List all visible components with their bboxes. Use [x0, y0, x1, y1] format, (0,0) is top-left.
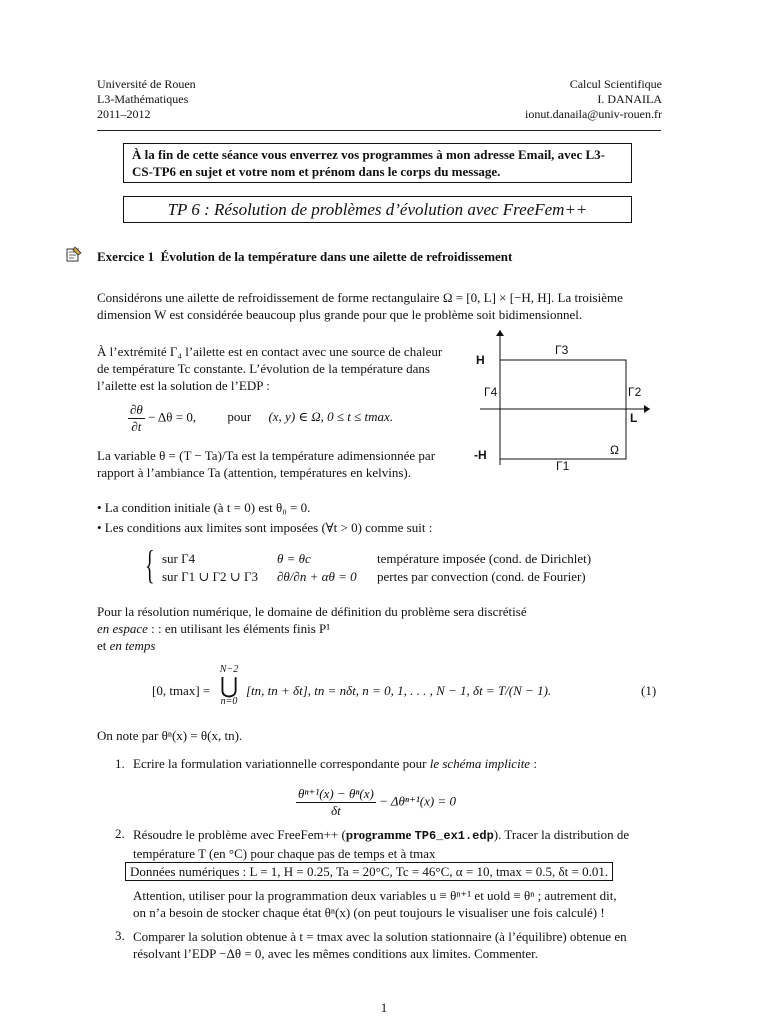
scheme-numerator: θⁿ⁺¹(x) − θⁿ(x) [298, 786, 374, 801]
task-2-note-line: on n’a besoin de stocker chaque état θⁿ(x) (on peut toujours le visualiser une fois calculé) ! [133, 905, 605, 920]
intro-line: de température Tc constante. L’évolution de la température dans [97, 361, 430, 376]
implicit-scheme-equation [296, 786, 456, 819]
task-2-line [133, 826, 663, 845]
discret-line [97, 637, 661, 654]
header-left [97, 77, 196, 122]
header-right [525, 77, 662, 122]
label-L: L [630, 411, 638, 425]
condition-where: sur Γ4 [162, 551, 196, 566]
task-1-emphasis: le schéma implicite [429, 756, 531, 771]
task-2-line: température T (en °C) pour chaque pas de temps et à tmax [133, 846, 436, 861]
task-2-number: 2. [115, 826, 125, 841]
edp-numerator: ∂θ [130, 402, 143, 417]
discret-line: Pour la résolution numérique, le domaine de définition du problème sera discrétisé [97, 604, 527, 619]
union-symbol: ⋃ [219, 673, 239, 698]
notation-line: On note par θⁿ(x) = θ(x, tn). [97, 728, 243, 743]
time-equation-left: [0, tmax] = [152, 683, 211, 698]
discret-time-label: en temps [109, 638, 156, 653]
task-2-note-line: Attention, utiliser pour la programmation deux variables u ≡ θⁿ⁺¹ et uold ≡ θⁿ ; autrement dit, [133, 888, 617, 903]
task-1-text [133, 756, 537, 772]
header-email: ionut.danaila@univ-rouen.fr [524, 107, 662, 121]
condition-equation: ∂θ/∂n + αθ = 0 [277, 569, 357, 584]
task-2-post: ). Tracer la distribution de [493, 827, 630, 842]
notice-box: À la fin de cette séance vous enverrez vos programmes à mon adresse Email, avec L3-CS-TP6 en sujet et votre nom et prénom dans le corps du message. [123, 143, 632, 183]
label-H: H [476, 353, 485, 367]
bullet-boundary-conditions: • Les conditions aux limites sont imposées (∀t > 0) comme suit : [97, 520, 433, 535]
condition-where: sur Γ1 ∪ Γ2 ∪ Γ3 [162, 569, 258, 584]
condition-description: température imposée (cond. de Dirichlet) [377, 551, 592, 566]
union-operator [216, 664, 242, 708]
page-title: TP 6 : Résolution de problèmes d’évolution avec FreeFem++ [123, 196, 632, 223]
exercise-label: Exercice 1 [97, 249, 155, 264]
intro-paragraph-1 [97, 289, 661, 323]
task-2-bold: programme [345, 827, 415, 842]
bullet-list [97, 499, 661, 536]
brace-symbol: { [145, 542, 155, 587]
exercise-heading [97, 249, 512, 265]
discret-space-label: en espace [97, 621, 148, 636]
edp-denominator: ∂t [131, 419, 142, 434]
intro-paragraph-2 [97, 343, 467, 394]
discret-line [97, 620, 661, 637]
task-3-text [133, 928, 663, 962]
intro-line: Considérons une ailette de refroidissement de forme rectangulaire Ω = [0, L] × [−H, H]. La troisième [97, 290, 623, 305]
condition-equation: θ = θc [277, 551, 311, 566]
scheme-fraction [296, 786, 376, 819]
scheme-denominator: δt [331, 803, 341, 818]
intro-line: À l’extrémité Γ₄ l’ailette est en contact avec une source de chaleur [97, 344, 443, 359]
intro-line: La variable θ = (T − Ta)/Ta est la température adimensionnée par [97, 448, 436, 463]
fin-diagram [470, 330, 655, 480]
edp-fraction [128, 402, 145, 435]
task-3-line: Comparer la solution obtenue à t = tmax avec la solution stationnaire (à l’équilibre) obtenue en [133, 929, 627, 944]
task-3-number: 3. [115, 928, 125, 943]
edp-rest: − Δθ = 0, [148, 409, 197, 425]
header-year: 2011–2012 [97, 107, 151, 121]
condition-row [162, 568, 586, 586]
label-gamma-4: Γ4 [484, 385, 498, 399]
edp-domain: (x, y) ∈ Ω, 0 ≤ t ≤ tmax. [268, 409, 394, 425]
discret-space-text: : : en utilisant les éléments finis P¹ [147, 621, 331, 636]
discretisation-paragraph [97, 603, 661, 654]
label-gamma-1: Γ1 [556, 459, 570, 473]
task-2-pre: Résoudre le problème avec FreeFem++ ( [133, 827, 346, 842]
union-top: N−2 [219, 664, 239, 675]
discret-and: et [97, 638, 110, 653]
header-divider [97, 130, 661, 131]
label-gamma-3: Γ3 [555, 343, 569, 357]
task-1-post: : [530, 756, 537, 771]
header-course: Calcul Scientifique [569, 77, 662, 91]
intro-line: dimension W est considérée beaucoup plus grande pour que le problème soit bidimensionnel. [97, 307, 583, 322]
equation-number: (1) [641, 683, 657, 698]
time-equation-right: [tn, tn + δt], tn = nδt, n = 0, 1, . . . , N − 1, δt = T/(N − 1). [246, 683, 552, 698]
task-1-pre: Ecrire la formulation variationnelle correspondante pour [133, 756, 430, 771]
label-minus-H: -H [474, 448, 487, 462]
numerical-data-box: Données numériques : L = 1, H = 0.25, Ta = 20°C, Tc = 46°C, α = 10, tmax = 0.5, δt = 0.01. [125, 862, 613, 881]
header-university: Université de Rouen [97, 77, 196, 91]
bullet-initial-condition: • La condition initiale (à t = 0) est θ₀ = 0. [97, 500, 311, 515]
note-icon [66, 246, 82, 262]
program-filename: TP6_ex1.edp [414, 829, 494, 843]
label-omega: Ω [610, 443, 619, 457]
task-2-text [133, 826, 663, 862]
task-2-notes [133, 887, 663, 921]
scheme-rest: − Δθⁿ⁺¹(x) = 0 [379, 793, 456, 809]
task-1-number: 1. [115, 756, 125, 771]
page-number: 1 [380, 1000, 388, 1015]
condition-description: pertes par convection (cond. de Fourier) [377, 569, 586, 584]
intro-line: l’ailette est la solution de l’EDP : [97, 378, 270, 393]
exercise-title: Évolution de la température dans une ailette de refroidissement [160, 249, 513, 264]
condition-row [162, 550, 591, 568]
task-3-line: résolvant l’EDP −Δθ = 0, avec les mêmes conditions aux limites. Commenter. [133, 946, 538, 961]
edp-equation [128, 402, 393, 435]
union-bottom: n=0 [220, 696, 238, 707]
intro-line: rapport à l’ambiance Ta (attention, températures en kelvins). [97, 465, 411, 480]
edp-for: pour [227, 409, 252, 425]
label-gamma-2: Γ2 [628, 385, 642, 399]
intro-paragraph-3 [97, 447, 467, 481]
header-program: L3-Mathématiques [97, 92, 189, 106]
header-author: I. DANAILA [597, 92, 662, 106]
